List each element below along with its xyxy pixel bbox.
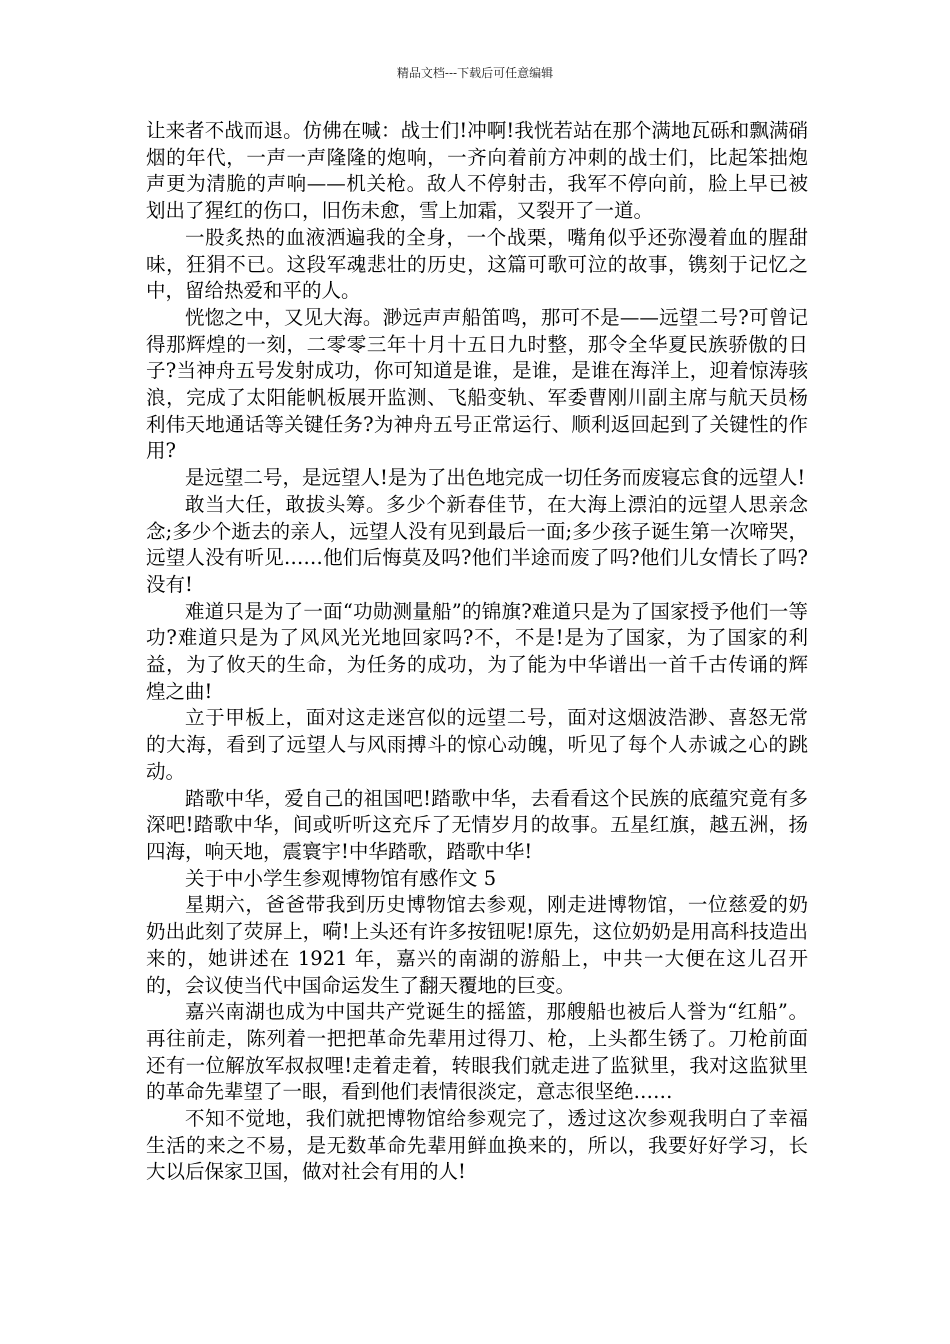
paragraph: 星期六，爸爸带我到历史博物馆去参观，刚走进博物馆，一位慈爱的奶奶出此刻了荧屏上，嗬!上头还有许多按钮呢!原先，这位奶奶是用高科技造出来的，她讲述在 1921 年，嘉兴的南湖的游船上，中共一大便在这儿召开的，会议使当代中国命运发生了翻天覆地的巨变。 xyxy=(146,893,808,997)
section-title: 关于中小学生参观博物馆有感作文 5 xyxy=(185,866,497,890)
paragraph: 敢当大任，敢拔头筹。多少个新春佳节，在大海上漂泊的远望人思亲念念;多少个逝去的亲人，远望人没有见到最后一面;多少孩子诞生第一次啼哭，远望人没有听见……他们后悔莫及吗?他们半途而废了吗?他们儿女情长了吗?没有! xyxy=(146,492,808,596)
paragraph: 是远望二号，是远望人!是为了出色地完成一切任务而废寝忘食的远望人! xyxy=(185,466,806,490)
paragraph: 难道只是为了一面“功勋测量船”的锦旗?难道只是为了国家授予他们一等功?难道只是为了风风光光地回家吗?不，不是!是为了国家，为了国家的利益，为了攸天的生命，为任务的成功，为了能为中华谱出一首千古传诵的辉煌之曲! xyxy=(146,599,808,703)
page-header: 精品文档---下载后可任意编辑 xyxy=(396,66,554,80)
paragraph: 不知不觉地，我们就把博物馆给参观完了，透过这次参观我明白了幸福生活的来之不易，是无数革命先辈用鲜血换来的，所以，我要好好学习，长大以后保家卫国，做对社会有用的人! xyxy=(146,1107,808,1184)
paragraph: 嘉兴南湖也成为中国共产党诞生的摇篮，那艘船也被后人誉为“红船”。再往前走，陈列着一把把革命先辈用过得刀、枪，上头都生锈了。刀枪前面还有一位解放军叔叔哩!走着走着，转眼我们就走进了监狱里，我对这监狱里的革命先辈望了一眼，看到他们表情很淡定，意志很坚绝…… xyxy=(146,1000,808,1104)
paragraph: 一股炙热的血液洒遍我的全身，一个战栗，嘴角似乎还弥漫着血的腥甜味，狂狷不已。这段军魂悲壮的历史，这篇可歌可泣的故事，镌刻于记忆之中，留给热爱和平的人。 xyxy=(146,225,808,303)
paragraph: 立于甲板上，面对这走迷宫似的远望二号，面对这烟波浩渺、喜怒无常的大海，看到了远望人与风雨搏斗的惊心动魄，听见了每个人赤诚之心的跳动。 xyxy=(146,706,808,783)
paragraph: 踏歌中华，爱自己的祖国吧!踏歌中华，去看看这个民族的底蕴究竟有多深吧!踏歌中华，间或听听这充斥了无情岁月的故事。五星红旗，越五洲，扬四海，响天地，震寰宇!中华踏歌，踏歌中华! xyxy=(146,786,808,863)
document-body xyxy=(146,118,808,1186)
paragraph: 恍惚之中，又见大海。渺远声声船笛鸣，那可不是——远望二号?可曾记得那辉煌的一刻，二零零三年十月十五日九时整，那令全华夏民族骄傲的日子?当神舟五号发射成功，你可知道是谁，是谁，是谁在海洋上，迎着惊涛骇浪，完成了太阳能帆板展开监测、飞船变轨、军委曹刚川副主席与航天员杨利伟天地通话等关键任务?为神舟五号正常运行、顺利返回起到了关键性的作用? xyxy=(146,305,808,463)
paragraph: 让来者不战而退。仿佛在喊：战士们!冲啊!我恍若站在那个满地瓦砾和飘满硝烟的年代，一声一声隆隆的炮响，一齐向着前方冲刺的战士们，比起笨拙炮声更为清脆的声响——机关枪。敌人不停射击，我军不停向前，脸上早已被划出了猩红的伤口，旧伤未愈，雪上加霜，又裂开了一道。 xyxy=(146,119,808,223)
